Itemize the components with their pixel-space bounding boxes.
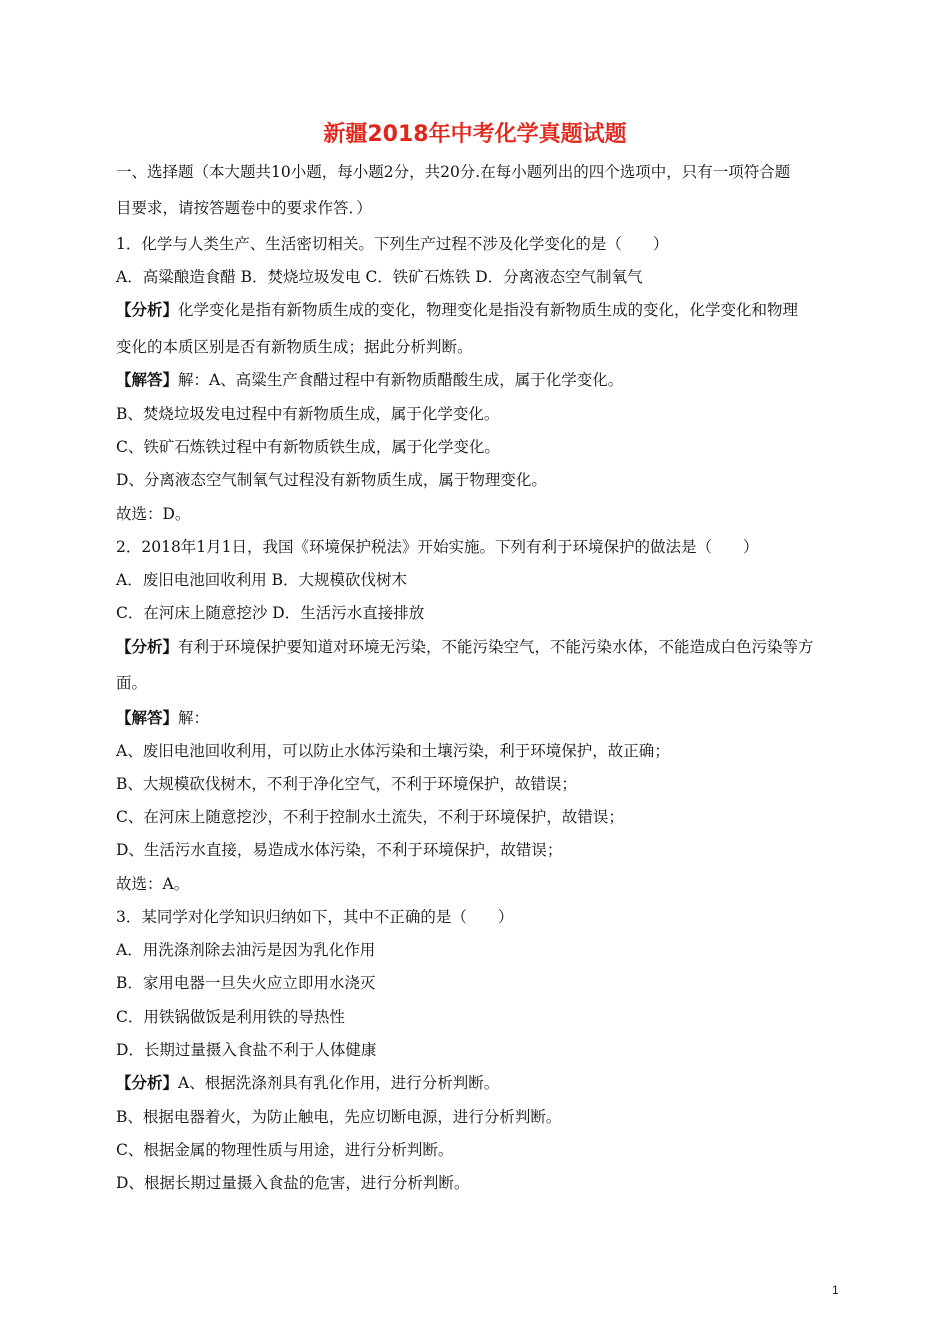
question-3-option: A．用洗涤剂除去油污是因为乳化作用 [116, 941, 376, 959]
choice-line: 故选：D。 [116, 505, 191, 523]
answer-2: 【解答】解： [116, 708, 210, 727]
answer-tag: 【解答】 [116, 370, 179, 389]
question-3-option: D．长期过量摄入食盐不利于人体健康 [116, 1041, 377, 1059]
text-line: 一、选择题（本大题共10小题，每小题2分，共20分.在每小题列出的四个选项中，只有一项符合题 [116, 163, 791, 181]
document-title: 新疆2018年中考化学真题试题 [323, 122, 627, 147]
text-line: C、根据金属的物理性质与用途，进行分析判断。 [116, 1141, 454, 1159]
question-1: 1．化学与人类生产、生活密切相关。下列生产过程不涉及化学变化的是（ ） [116, 235, 669, 253]
text-line: B、大规模砍伐树木，不利于净化空气，不利于环境保护，故错误； [116, 775, 577, 793]
page-number: 1 [832, 1283, 839, 1297]
text-line: D、生活污水直接，易造成水体污染，不利于环境保护，故错误； [116, 841, 563, 859]
text-line: B、焚烧垃圾发电过程中有新物质生成，属于化学变化。 [116, 405, 500, 423]
question-2-options: C．在河床上随意挖沙 D．生活污水直接排放 [116, 604, 425, 622]
text-line: 变化的本质区别是否有新物质生成；据此分析判断。 [116, 338, 473, 356]
analysis-2: 【分析】有利于环境保护要知道对环境无污染，不能污染空气，不能污染水体，不能造成白色污染等方 [116, 637, 814, 656]
analysis-tag: 【分析】 [116, 637, 179, 656]
analysis-3: 【分析】A、根据洗涤剂具有乳化作用，进行分析判断。 [116, 1073, 500, 1092]
analysis-tag: 【分析】 [116, 1073, 179, 1092]
question-3: 3．某同学对化学知识归纳如下，其中不正确的是（ ） [116, 908, 514, 926]
text-line: 面。 [116, 674, 148, 692]
answer-1: 【解答】解：A、高粱生产食醋过程中有新物质醋酸生成，属于化学变化。 [116, 370, 624, 389]
text-line: D、分离液态空气制氧气过程没有新物质生成，属于物理变化。 [116, 471, 547, 489]
text-line: D、根据长期过量摄入食盐的危害，进行分析判断。 [116, 1174, 470, 1192]
text-line: C、在河床上随意挖沙，不利于控制水土流失，不利于环境保护，故错误； [116, 808, 624, 826]
analysis-tag: 【分析】 [116, 300, 179, 319]
question-1-options: A．高粱酿造食醋 B．焚烧垃圾发电 C．铁矿石炼铁 D．分离液态空气制氧气 [116, 268, 643, 286]
text-line: C、铁矿石炼铁过程中有新物质铁生成，属于化学变化。 [116, 438, 500, 456]
question-2: 2．2018年1月1日，我国《环境保护税法》开始实施。下列有利于环境保护的做法是（ ） [116, 538, 759, 556]
question-3-option: C．用铁锅做饭是利用铁的导热性 [116, 1008, 345, 1026]
text-line: B、根据电器着火，为防止触电，先应切断电源，进行分析判断。 [116, 1108, 562, 1126]
text-line: A、废旧电池回收利用，可以防止水体污染和土壤污染，利于环境保护，故正确； [116, 742, 670, 760]
text-line: 目要求，请按答题卷中的要求作答．） [116, 199, 372, 217]
choice-line: 故选：A。 [116, 875, 190, 893]
question-2-options: A．废旧电池回收利用 B．大规模砍伐树木 [116, 571, 408, 589]
answer-tag: 【解答】 [116, 708, 179, 727]
question-3-option: B．家用电器一旦失火应立即用水浇灭 [116, 974, 376, 992]
analysis-1: 【分析】化学变化是指有新物质生成的变化，物理变化是指没有新物质生成的变化，化学变化和物理 [116, 300, 799, 319]
